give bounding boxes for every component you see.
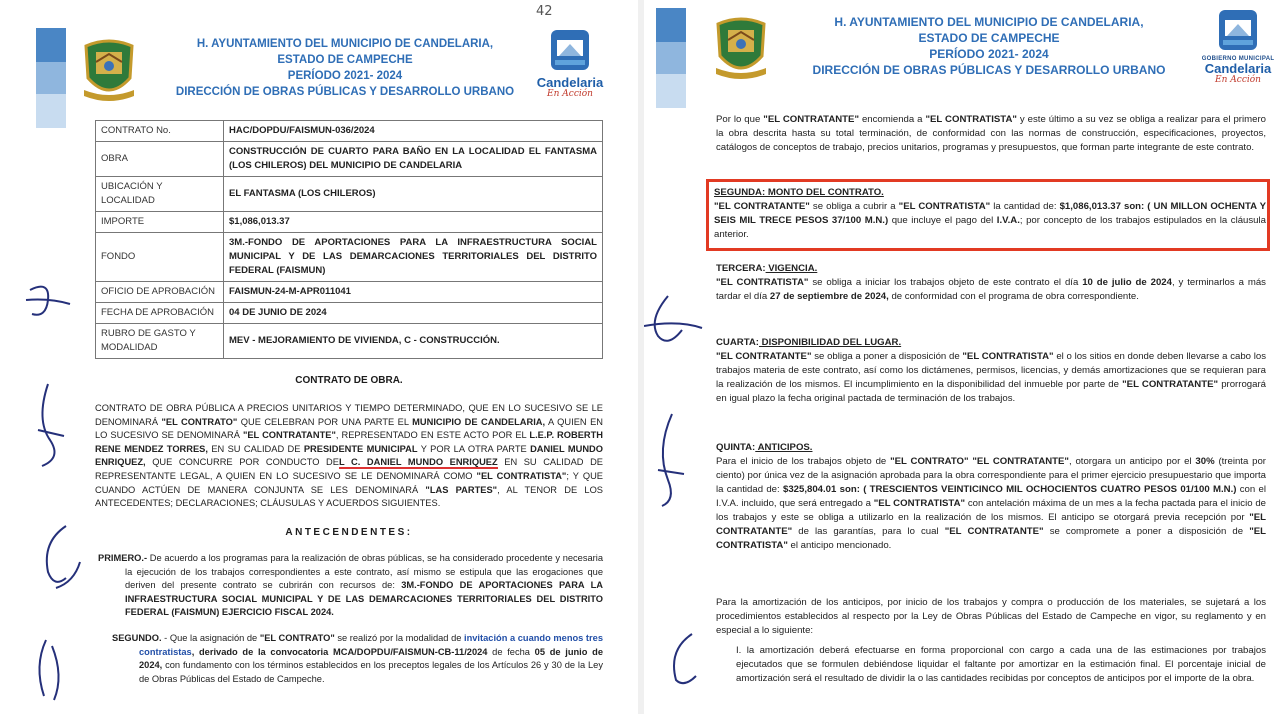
contract-title: CONTRATO DE OBRA. — [295, 375, 403, 386]
header-line-2: ESTADO DE CAMPECHE — [918, 31, 1060, 45]
candelaria-emblem-icon — [545, 26, 595, 76]
table-row — [96, 303, 603, 324]
table-key: FECHA DE APROBACIÓN — [96, 303, 224, 324]
handwritten-signature — [20, 270, 80, 335]
handwritten-signature — [30, 636, 70, 711]
clause-quinta: QUINTA: ANTICIPOS. Para el inicio de los trabajos objeto de "EL CONTRATO" "EL CONTRATANTE", otorgara un anticipo por el 30% (treinta por ciento) por única vez de la asignación aprobada para la obra correspondiente para el primer ejercicio presupuestario que importa la cantidad de: $325,804.01 son: ( TRESCIENTOS VEINTICINCO MIL OCHOCIENTOS CUATRO PESOS 01/100 M.N.) con el I.V.A. incluido, que será entregado a "EL CONTRATISTA" con antelación máxima de un mes a la fecha pactada para el inicio de los trabajos y este se obliga a utilizarlo en la realización de los mismos. El anticipo se otorgará previa recepción por "EL CONTRATANTE" de las garantías, para lo cual "EL CONTRATANTE" se compromete a poner a disposición de "EL CONTRATISTA" el anticipo mencionado. — [716, 442, 1267, 551]
table-key: FONDO — [96, 233, 224, 282]
header-line-1: H. AYUNTAMIENTO DEL MUNICIPIO DE CANDELARIA, — [834, 15, 1144, 29]
clause-title: SEGUNDA: MONTO DEL CONTRATO. — [714, 187, 884, 198]
header-color-bars — [36, 28, 66, 128]
table-row — [96, 142, 603, 177]
amortization-item-1: I. la amortización deberá efectuarse en forma proporcional con cargo a cada una de las estimaciones por trabajos ejecutados que se formulen debiéndose liquidar el faltante por amortizar en la estimación final. El porcentaje inicial de amortización será el resultado de dividir la o las cantidades recibidas por conceptos de anticipos por el importe de la obra. — [736, 645, 1266, 684]
clause-cuarta: CUARTA: DISPONIBILIDAD DEL LUGAR. "EL CONTRATANTE" se obliga a poner a disposición de "EL CONTRATISTA" el o los sitios en donde deben llevarse a cabo los trabajos materia de este contrato, así como los dictámenes, permisos, licencias, y demás amortizaciones que se requieran para la realización de los mismos. El incumplimiento en la disponibilidad del inmueble por parte de "EL CONTRATANTE" prorrogará en igual plazo la fecha original pactada de terminación de los trabajos. — [716, 337, 1266, 404]
table-key: IMPORTE — [96, 212, 224, 233]
header-line-3: PERÍODO 2021- 2024 — [287, 70, 403, 82]
logo-tagline: En Acción — [547, 89, 593, 99]
contract-summary-table — [95, 120, 603, 359]
municipal-coat-of-arms-icon — [712, 14, 770, 82]
table-key: RUBRO DE GASTO Y MODALIDAD — [96, 324, 224, 359]
page-number-handwritten: 42 — [536, 4, 553, 19]
table-value: EL FANTASMA (LOS CHILEROS) — [224, 177, 603, 212]
candelaria-logo — [534, 26, 606, 112]
table-value: 3M.-FONDO DE APORTACIONES PARA LA INFRAESTRUCTURA SOCIAL MUNICIPAL Y DE LAS DEMARCACIONES TERRITORIALES DEL DISTRITO FEDERAL (FAISMUN) — [224, 233, 603, 282]
table-row — [96, 177, 603, 212]
table-value: FAISMUN-24-M-APR011041 — [224, 282, 603, 303]
clause-tercera: TERCERA: VIGENCIA. "EL CONTRATISTA" se obliga a iniciar los trabajos objeto de este contrato el día 10 de julio de 2024, y terminarlos a más tardar el día 27 de septiembre de 2024, de conformidad con el programa de obra correspondiente. — [716, 263, 1266, 302]
handwritten-signature — [650, 410, 690, 515]
table-value: MEV - MEJORAMIENTO DE VIVIENDA, C - CONSTRUCCIÓN. — [224, 324, 603, 359]
municipal-coat-of-arms-icon — [80, 36, 138, 104]
antecedente-primero: PRIMERO.- De acuerdo a los programas para la realización de obras públicas, se ha considerado procedente y necesaria la ejecución de los trabajos correspondientes a este contrato, así mismo se estipula que las erogaciones que deriven del presente contrato se cubrirán con recursos de: 3M.-FONDO DE APORTACIONES PARA LA INFRAESTRUCTURA SOCIAL MUNICIPAL Y DE LAS DEMARCACIONES TERRITORIALES DEL DISTRITO FEDERAL (FAISMUN) EJERCICIO FISCAL 2024. — [98, 553, 603, 618]
header-line-4: DIRECCIÓN DE OBRAS PÚBLICAS Y DESARROLLO URBANO — [812, 63, 1166, 77]
table-row — [96, 233, 603, 282]
clause-primera-continuation: Por lo que "EL CONTRATANTE" encomienda a "EL CONTRATISTA" y este último a su vez se obliga a realizar para el primero la obra descrita hasta su total terminación, de conformidad con las normas de construcción, especificaciones, proyectos, catálogos de conceptos de trabajo, precios unitarios, programas y presupuestos, que forman parte integrante de este contrato. — [716, 114, 1266, 153]
table-value: HAC/DOPDU/FAISMUN-036/2024 — [224, 121, 603, 142]
logo-tagline: En Acción — [1215, 75, 1261, 85]
table-key: CONTRATO No. — [96, 121, 224, 142]
logo-name: Candelaria — [536, 75, 604, 90]
table-value: CONSTRUCCIÓN DE CUARTO PARA BAÑO EN LA LOCALIDAD EL FANTASMA (LOS CHILEROS) DEL MUNICIPIO DE CANDELARIA — [224, 142, 603, 177]
header-color-bars — [656, 8, 686, 108]
table-value: $1,086,013.37 — [224, 212, 603, 233]
handwritten-signature — [28, 380, 68, 475]
amortization-paragraph: Para la amortización de los anticipos, por inicio de los trabajos y compra o producción de los materiales, se sujetará a los procedimientos establecidos al respecto por la Ley de Obras Públicas del Estado de Campeche en vigor, su reglamento y en especial a lo siguiente: — [716, 597, 1266, 636]
contract-intro-paragraph: CONTRATO DE OBRA PÚBLICA A PRECIOS UNITARIOS Y TIEMPO DETERMINADO, QUE EN LO SUCESIVO SE LE DENOMINARÁ "EL CONTRATO" QUE CELEBRAN POR UNA PARTE EL MUNICIPIO DE CANDELARIA, A QUIEN EN LO SUCESIVO SE DENOMINARÁ "EL CONTRATANTE", REPRESENTADO EN ESTE ACTO POR EL L.E.P. ROBERTH RENE MENDEZ TORRES, EN SU CALIDAD DE PRESIDENTE MUNICIPAL Y POR LA OTRA PARTE DANIEL MUNDO ENRIQUEZ, QUE CONCURRE POR CONDUCTO DEL C. DANIEL MUNDO ENRIQUEZ EN SU CALIDAD DE REPRESENTANTE LEGAL, A QUIEN EN LO SUCESIVO SE LE DENOMINARÁ COMO "EL CONTRATISTA"; Y QUE CUANDO ACTÚEN DE MANERA CONJUNTA SE LES DENOMINARÁ "LAS PARTES", AL TENOR DE LOS ANTECEDENTES; DECLARACIONES; CLÁUSULAS Y ACUERDOS SIGUIENTES. — [95, 403, 604, 509]
header-line-2: ESTADO DE CAMPECHE — [277, 54, 413, 66]
logo-name: Candelaria — [1204, 61, 1272, 76]
document-header — [794, 14, 1184, 78]
handwritten-signature — [36, 522, 86, 597]
candelaria-emblem-icon — [1213, 6, 1263, 56]
handwritten-signature — [662, 630, 702, 695]
highlighted-representative-name: L C. DANIEL MUNDO ENRIQUEZ — [338, 457, 498, 468]
table-row — [96, 212, 603, 233]
table-key: OBRA — [96, 142, 224, 177]
clause-segunda: SEGUNDA: MONTO DEL CONTRATO. "EL CONTRATANTE" se obliga a cubrir a "EL CONTRATISTA" la cantidad de: $1,086,013.37 son: ( UN MILLON OCHENTA Y SEIS MIL TRECE PESOS 37/100 M.N.) que incluye el pago del I.V.A.; por concepto de los trabajos estipulados en la cláusula anterior. — [714, 187, 1266, 240]
table-key: OFICIO DE APROBACIÓN — [96, 282, 224, 303]
table-value: 04 DE JUNIO DE 2024 — [224, 303, 603, 324]
header-line-1: H. AYUNTAMIENTO DEL MUNICIPIO DE CANDELARIA, — [196, 38, 494, 50]
table-key: UBICACIÓN Y LOCALIDAD — [96, 177, 224, 212]
logo-subtitle: GOBIERNO MUNICIPAL — [1201, 56, 1275, 62]
contract-page-left — [0, 0, 638, 714]
handwritten-signature — [638, 290, 708, 355]
document-header — [150, 36, 540, 100]
antecedente-segundo: SEGUNDO. - Que la asignación de "EL CONTRATO" se realizó por la modalidad de invitación a cuando menos tres contratistas, derivado de la convocatoria MCA/DOPDU/FAISMUN-CB-11/2024 de fecha 05 de junio de 2024, con fundamento con los términos establecidos en los preceptos legales de los Artículos 26 y 30 de la Ley de Obras Públicas del Estado de Campeche. — [112, 633, 603, 684]
header-line-4: DIRECCIÓN DE OBRAS PÚBLICAS Y DESARROLLO URBANO — [175, 86, 515, 98]
table-row — [96, 282, 603, 303]
candelaria-logo — [1200, 6, 1276, 92]
antecedentes-heading: ANTECENDENTES: — [285, 527, 413, 538]
table-row — [96, 324, 603, 359]
header-line-3: PERÍODO 2021- 2024 — [929, 47, 1049, 61]
table-row — [96, 121, 603, 142]
